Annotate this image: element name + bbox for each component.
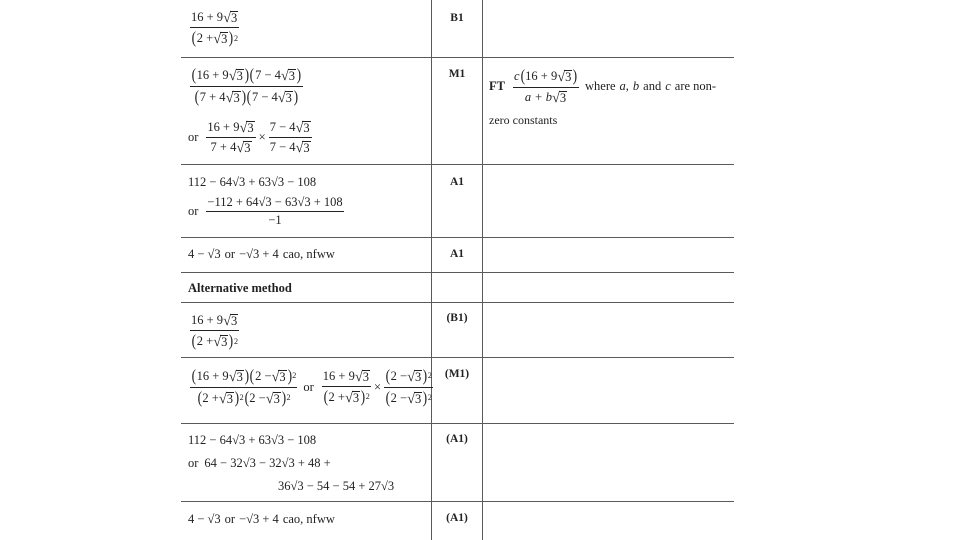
column-divider-answer (431, 0, 432, 540)
fraction: 16 + 9 √ 3 ( 2 + √ 3 ) 2 (191, 9, 239, 48)
answer-row-2-alt: or 16 + 9 √ 3 7 + 4 √ 3 × 7 − 4 √ 3 7 − 4 √ 3 (188, 119, 310, 156)
guidance-row-2-line2: zero constants (489, 113, 558, 127)
mark-row-4: A1 (449, 248, 465, 260)
alternative-method-heading: Alternative method (188, 281, 292, 295)
row-divider (181, 237, 734, 238)
mark-alt-row-4: (A1) (446, 512, 468, 524)
answer-row-1 (188, 10, 241, 47)
alt-answer-row-2: ( 16 + 9 √ 3 ) ( 2 − √ 3 ) 2 ( 2 + √ 3 ) 2 ( 2 − √ 3 ) 2 or 16 + 9 √ 3 ( 2 + √ 3 ) 2 × ( 2 − √ 3 ) 2 ( 2 − √ 3 ) 2 (191, 366, 432, 407)
fraction: ( 16 + 9 √ 3 ) ( 7 − 4 √ 3 ) ( 7 + 4 √ 3 ) ( 7 − 4 √ 3 ) (191, 65, 302, 106)
mark-alt-row-2: (M1) (444, 368, 470, 380)
column-divider-mark (482, 0, 483, 540)
answer-row-3-alt: or $\frac{-112 + 64√3 - 63√3 + 108}{-1}$ (188, 195, 343, 227)
alt-answer-row-1: 16 + 9 √ 3 ( 2 + √ 3 ) 2 (191, 312, 239, 351)
mark-alt-row-3: (A1) (446, 433, 468, 445)
mark-row-2: M1 (448, 68, 466, 80)
answer-row-4: 4 − √3 or −√3 + 4 cao, nfww (188, 247, 335, 261)
mark-row-3: A1 (449, 176, 465, 188)
guidance-row-2: FT c ( 16 + 9 √ 3 ) a + b √ 3 where a , b and c are non- (489, 66, 717, 106)
row-divider (181, 272, 734, 273)
mark-row-1: B1 (450, 12, 464, 24)
answer-row-2 (188, 67, 305, 106)
row-divider (181, 423, 734, 424)
row-divider (181, 501, 734, 502)
alt-answer-row-3-line2: or 64 − 32√3 − 32√3 + 48 + (188, 456, 331, 470)
mark-alt-row-1: (B1) (446, 312, 468, 324)
row-divider (181, 302, 734, 303)
row-divider (181, 164, 734, 165)
alt-answer-row-3: 112 − 64√3 + 63√3 − 108 (188, 433, 317, 447)
alt-answer-row-4: 4 − √3 or −√3 + 4 cao, nfww (188, 512, 335, 526)
answer-row-3: 112 − 64√3 + 63√3 − 108 (188, 175, 317, 189)
alt-answer-row-3-line3: 36√3 − 54 − 54 + 27√3 (278, 479, 395, 493)
row-divider (181, 57, 734, 58)
row-divider (181, 357, 734, 358)
